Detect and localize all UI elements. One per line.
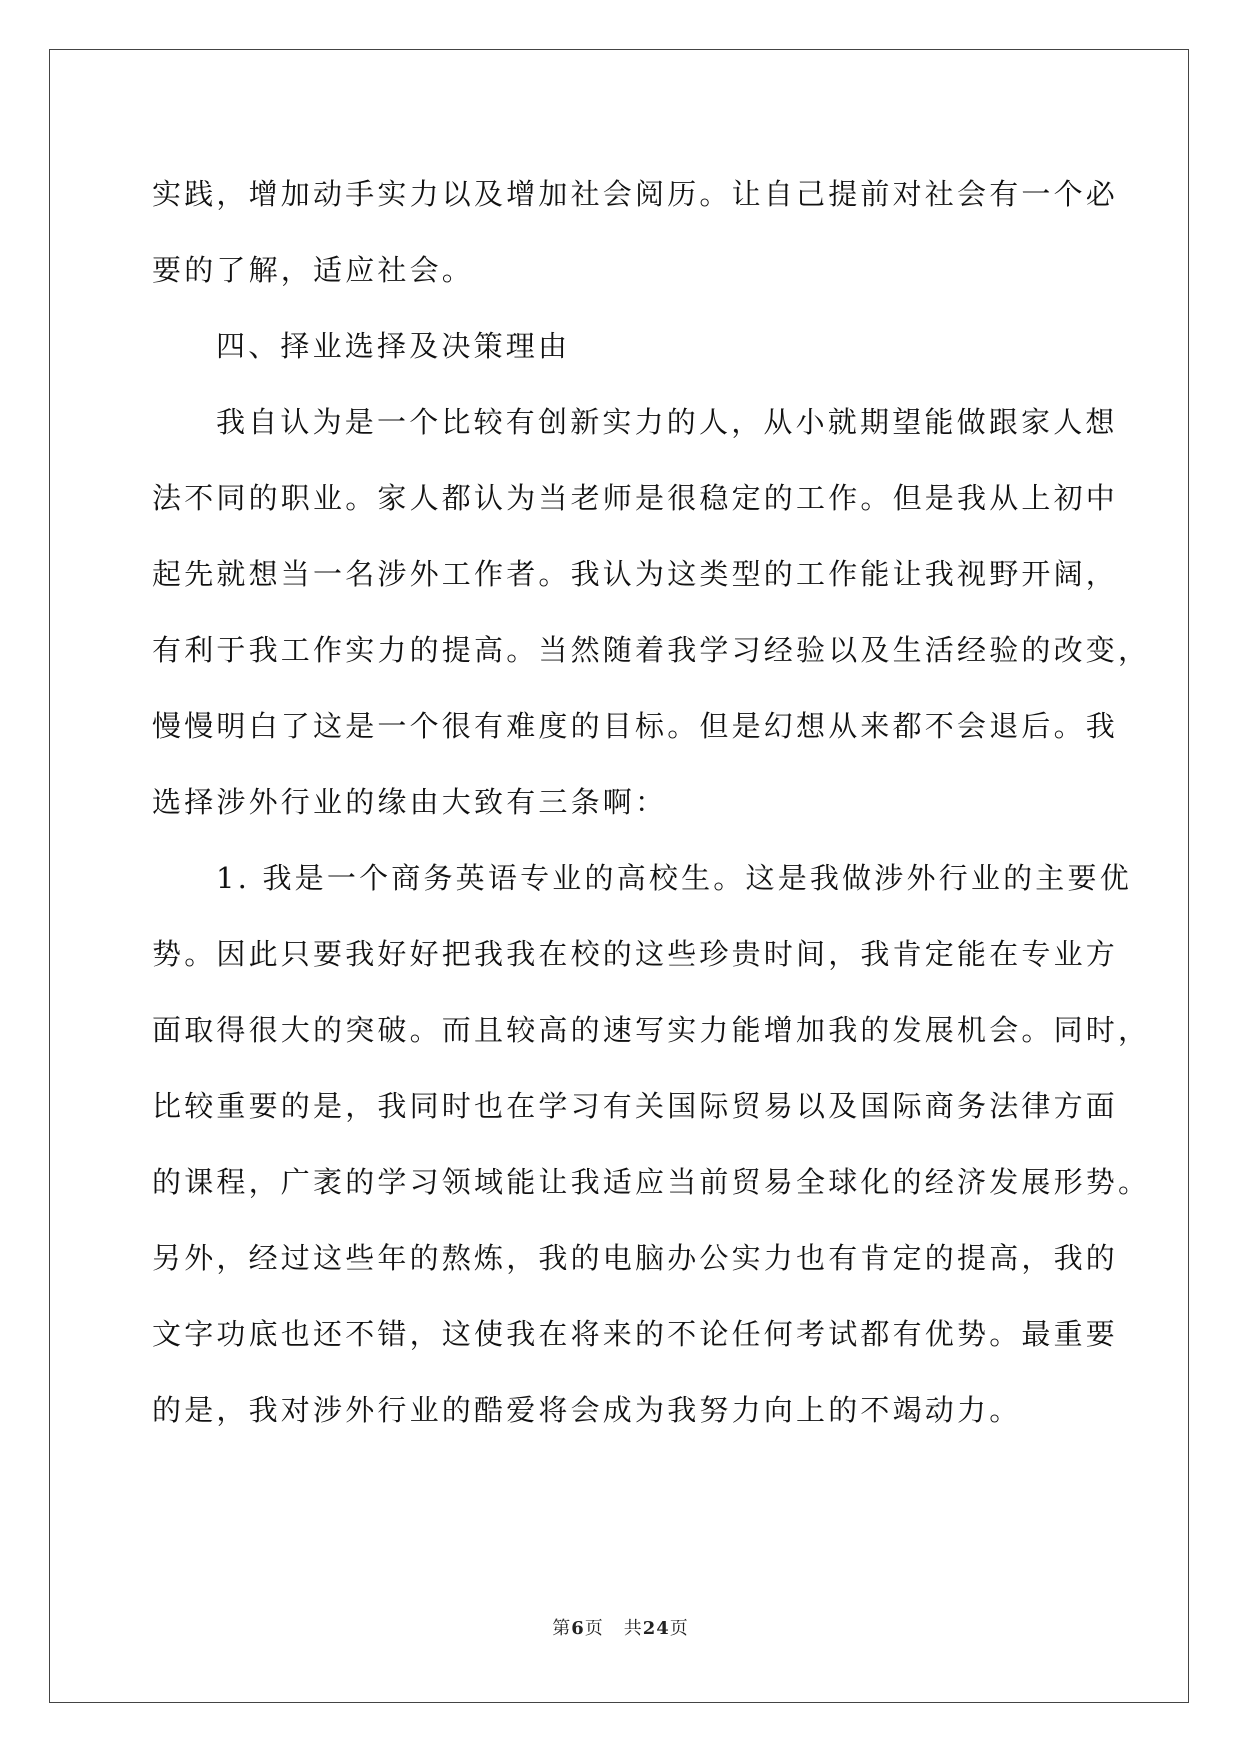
page-prefix: 第 — [552, 1618, 572, 1639]
body-line: 面取得很大的突破。而且较高的速写实力能增加我的发展机会。同时， — [152, 1013, 1151, 1047]
body-line: 慢慢明白了这是一个很有难度的目标。但是幻想从来都不会退后。我 — [152, 709, 1119, 743]
body-line: 选择涉外行业的缘由大致有三条啊： — [152, 785, 668, 819]
body-line: 实践，增加动手实力以及增加社会阅历。让自己提前对社会有一个必 — [152, 177, 1119, 211]
document-body — [152, 156, 1151, 1448]
total-prefix: 共 — [623, 1618, 643, 1639]
page-suffix: 页 — [584, 1618, 604, 1639]
body-line: 比较重要的是，我同时也在学习有关国际贸易以及国际商务法律方面 — [152, 1089, 1119, 1123]
paragraph-start-line: 我自认为是一个比较有创新实力的人，从小就期望能做跟家人想 — [216, 405, 1118, 439]
page-footer — [0, 1614, 1241, 1640]
body-line: 法不同的职业。家人都认为当老师是很稳定的工作。但是我从上初中 — [152, 481, 1119, 515]
page-total: 24 — [642, 1618, 670, 1639]
body-line: 要的了解，适应社会。 — [152, 253, 475, 287]
body-line: 有利于我工作实力的提高。当然随着我学习经验以及生活经验的改变， — [152, 633, 1151, 667]
body-line: 起先就想当一名涉外工作者。我认为这类型的工作能让我视野开阔， — [152, 557, 1119, 591]
page-current: 6 — [571, 1618, 585, 1639]
body-line: 势。因此只要我好好把我我在校的这些珍贵时间，我肯定能在专业方 — [152, 937, 1119, 971]
list-item-start-line: 1. 我是一个商务英语专业的高校生。这是我做涉外行业的主要优 — [216, 861, 1132, 895]
body-line: 的是，我对涉外行业的酷爱将会成为我努力向上的不竭动力。 — [152, 1393, 1022, 1427]
total-suffix: 页 — [669, 1618, 689, 1639]
body-line: 的课程，广袤的学习领域能让我适应当前贸易全球化的经济发展形势。 — [152, 1165, 1151, 1199]
section-heading: 四、择业选择及决策理由 — [216, 329, 571, 363]
body-line: 另外，经过这些年的熬炼，我的电脑办公实力也有肯定的提高，我的 — [152, 1241, 1119, 1275]
body-line: 文字功底也还不错，这使我在将来的不论任何考试都有优势。最重要 — [152, 1317, 1119, 1351]
